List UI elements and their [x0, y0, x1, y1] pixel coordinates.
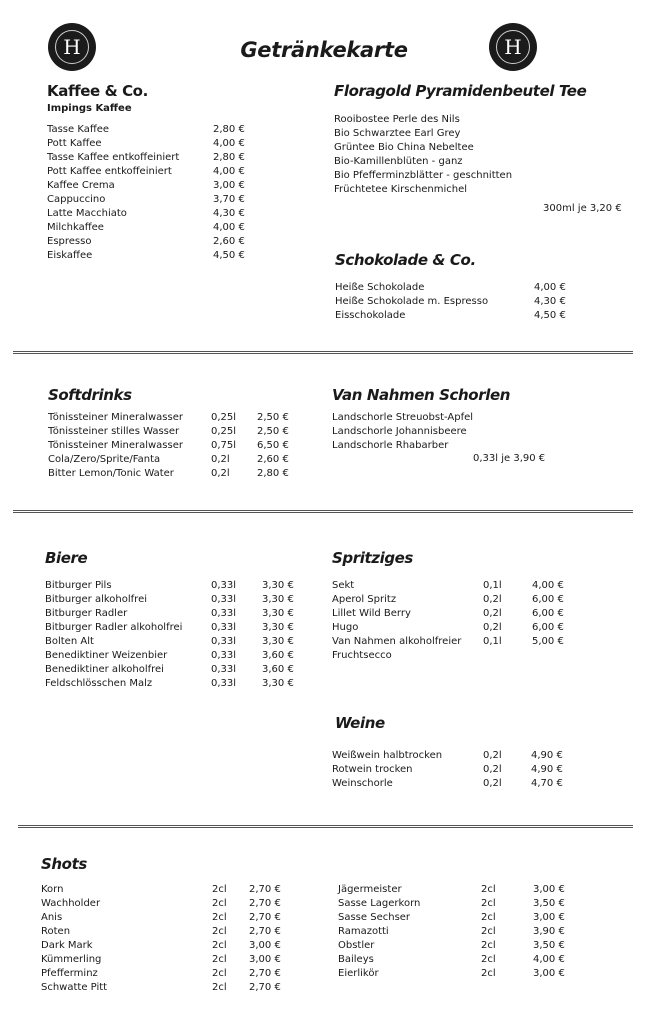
item-name: Bolten Alt	[45, 636, 94, 647]
item-name: Kümmerling	[41, 954, 102, 965]
item-price: 3,00 €	[249, 954, 281, 965]
page-title: Getränkekarte	[240, 38, 408, 62]
menu-item	[335, 309, 575, 323]
item-name: Früchtetee Kirschenmichel	[334, 184, 468, 195]
shots-list-left	[41, 883, 291, 995]
menu-item	[48, 467, 298, 481]
item-size: 2cl	[481, 926, 496, 937]
menu-item	[334, 169, 594, 183]
item-price: 4,00 €	[533, 954, 565, 965]
menu-item	[47, 165, 252, 179]
item-size: 0,33l	[211, 678, 237, 689]
menu-item	[338, 925, 578, 939]
item-name: Roten	[41, 926, 71, 937]
menu-item	[335, 295, 575, 309]
menu-item	[45, 593, 300, 607]
item-price: 2,60 €	[257, 454, 289, 465]
item-name: Bitburger Radler alkoholfrei	[45, 622, 183, 633]
item-name: Sasse Sechser	[338, 912, 411, 923]
item-name: Landschorle Rhabarber	[332, 440, 449, 451]
item-price: 4,50 €	[213, 250, 245, 261]
item-name: Weinschorle	[332, 778, 393, 789]
item-price: 2,70 €	[249, 982, 281, 993]
item-name: Landschorle Johannisbeere	[332, 426, 467, 437]
item-name: Wachholder	[41, 898, 101, 909]
item-price: 3,30 €	[262, 608, 294, 619]
tee-price-note: 300ml je 3,20 €	[543, 203, 622, 214]
item-price: 4,00 €	[213, 166, 245, 177]
item-name: Obstler	[338, 940, 375, 951]
item-size: 2cl	[212, 982, 227, 993]
item-size: 0,33l	[211, 580, 237, 591]
menu-item	[47, 151, 252, 165]
item-size: 0,33l	[211, 664, 237, 675]
item-size: 2cl	[212, 940, 227, 951]
divider	[18, 825, 633, 828]
item-name: Schwatte Pitt	[41, 982, 108, 993]
item-name: Ramazotti	[338, 926, 389, 937]
menu-item	[334, 113, 594, 127]
item-price: 4,70 €	[531, 778, 563, 789]
schokolade-heading: Schokolade & Co.	[335, 251, 476, 269]
item-size: 0,33l	[211, 594, 237, 605]
spritziges-heading: Spritziges	[332, 549, 413, 567]
item-name: Eierlikör	[338, 968, 379, 979]
item-price: 3,00 €	[533, 968, 565, 979]
item-size: 0,2l	[483, 778, 502, 789]
item-price: 4,50 €	[534, 310, 566, 321]
item-price: 3,90 €	[533, 926, 565, 937]
item-name: Milchkaffee	[47, 222, 104, 233]
item-size: 2cl	[481, 968, 496, 979]
item-size: 0,33l	[211, 650, 237, 661]
menu-item	[334, 141, 594, 155]
menu-item	[334, 127, 594, 141]
kaffee-list	[47, 123, 252, 263]
item-price: 2,70 €	[249, 898, 281, 909]
item-name: Tasse Kaffee	[47, 124, 110, 135]
item-size: 0,25l	[211, 412, 237, 423]
item-price: 2,70 €	[249, 926, 281, 937]
item-name: Fruchtsecco	[332, 650, 392, 661]
menu-item	[338, 967, 578, 981]
menu-item	[48, 411, 298, 425]
item-name: Benediktiner Weizenbier	[45, 650, 168, 661]
biere-list	[45, 579, 300, 691]
menu-item	[47, 123, 252, 137]
item-price: 3,00 €	[213, 180, 245, 191]
item-size: 0,1l	[483, 580, 502, 591]
item-name: Hugo	[332, 622, 359, 633]
item-price: 4,30 €	[534, 296, 566, 307]
tee-list	[334, 113, 594, 197]
menu-item	[332, 749, 572, 763]
menu-item	[335, 281, 575, 295]
menu-item	[48, 453, 298, 467]
menu-item	[45, 649, 300, 663]
menu-item	[45, 579, 300, 593]
menu-item	[41, 953, 291, 967]
item-size: 0,2l	[211, 468, 230, 479]
biere-heading: Biere	[45, 549, 88, 567]
item-name: Bitburger alkoholfrei	[45, 594, 148, 605]
item-name: Grüntee Bio China Nebeltee	[334, 142, 474, 153]
item-name: Bio Pfefferminzblätter - geschnitten	[334, 170, 513, 181]
item-price: 4,90 €	[531, 750, 563, 761]
item-name: Van Nahmen alkoholfreier	[332, 636, 462, 647]
item-name: Aperol Spritz	[332, 594, 397, 605]
item-name: Bitburger Pils	[45, 580, 112, 591]
item-name: Baileys	[338, 954, 374, 965]
item-size: 2cl	[212, 926, 227, 937]
item-name: Jägermeister	[338, 884, 402, 895]
item-name: Pott Kaffee entkoffeiniert	[47, 166, 172, 177]
menu-item	[332, 607, 572, 621]
softdrinks-heading: Softdrinks	[48, 386, 132, 404]
menu-item	[45, 621, 300, 635]
schorlen-heading: Van Nahmen Schorlen	[332, 386, 510, 404]
item-name: Weißwein halbtrocken	[332, 750, 443, 761]
item-size: 2cl	[212, 898, 227, 909]
menu-item	[41, 925, 291, 939]
item-name: Heiße Schokolade	[335, 282, 425, 293]
menu-item	[338, 939, 578, 953]
item-name: Sasse Lagerkorn	[338, 898, 421, 909]
item-price: 2,50 €	[257, 426, 289, 437]
item-price: 2,60 €	[213, 236, 245, 247]
weine-list	[332, 749, 572, 791]
shots-list-right	[338, 883, 578, 981]
item-size: 0,2l	[483, 750, 502, 761]
item-size: 2cl	[481, 898, 496, 909]
schokolade-list	[335, 281, 575, 323]
item-price: 3,30 €	[262, 580, 294, 591]
item-price: 4,00 €	[213, 138, 245, 149]
item-price: 3,00 €	[533, 912, 565, 923]
item-price: 2,80 €	[257, 468, 289, 479]
item-name: Latte Macchiato	[47, 208, 127, 219]
item-price: 3,30 €	[262, 594, 294, 605]
item-name: Sekt	[332, 580, 355, 591]
menu-item	[47, 207, 252, 221]
menu-item	[45, 607, 300, 621]
shots-heading: Shots	[41, 855, 87, 873]
menu-item	[332, 439, 532, 453]
menu-item	[45, 677, 300, 691]
item-price: 4,90 €	[531, 764, 563, 775]
item-name: Pfefferminz	[41, 968, 98, 979]
item-size: 0,1l	[483, 636, 502, 647]
item-size: 0,2l	[211, 454, 230, 465]
item-price: 6,00 €	[532, 608, 564, 619]
menu-item	[334, 183, 594, 197]
menu-item	[338, 911, 578, 925]
item-price: 3,60 €	[262, 664, 294, 675]
menu-item	[47, 249, 252, 263]
menu-item	[332, 593, 572, 607]
item-price: 3,70 €	[213, 194, 245, 205]
item-price: 2,70 €	[249, 884, 281, 895]
menu-item	[41, 939, 291, 953]
item-name: Cola/Zero/Sprite/Fanta	[48, 454, 161, 465]
item-name: Eisschokolade	[335, 310, 406, 321]
item-name: Tönissteiner Mineralwasser	[48, 440, 183, 451]
spritziges-list	[332, 579, 572, 663]
menu-item	[332, 579, 572, 593]
menu-item	[332, 635, 572, 649]
kaffee-subheading: Impings Kaffee	[47, 103, 132, 114]
item-size: 0,2l	[483, 622, 502, 633]
item-name: Rotwein trocken	[332, 764, 413, 775]
menu-item	[41, 981, 291, 995]
tee-heading: Floragold Pyramidenbeutel Tee	[334, 82, 587, 100]
menu-item	[41, 911, 291, 925]
item-name: Pott Kaffee	[47, 138, 102, 149]
item-price: 4,00 €	[534, 282, 566, 293]
item-price: 6,00 €	[532, 594, 564, 605]
logo-letter: H	[63, 35, 81, 59]
item-size: 0,33l	[211, 636, 237, 647]
item-size: 0,2l	[483, 608, 502, 619]
item-size: 2cl	[481, 912, 496, 923]
kaffee-heading: Kaffee & Co.	[47, 82, 148, 100]
menu-item	[47, 235, 252, 249]
item-size: 0,2l	[483, 764, 502, 775]
menu-item	[332, 411, 532, 425]
item-name: Feldschlösschen Malz	[45, 678, 153, 689]
item-name: Rooibostee Perle des Nils	[334, 114, 460, 125]
menu-item	[41, 897, 291, 911]
item-name: Heiße Schokolade m. Espresso	[335, 296, 489, 307]
schorlen-price-note: 0,33l je 3,90 €	[473, 453, 546, 464]
item-name: Bitter Lemon/Tonic Water	[48, 468, 174, 479]
item-price: 3,30 €	[262, 636, 294, 647]
item-name: Bio-Kamillenblüten - ganz	[334, 156, 463, 167]
item-size: 0,33l	[211, 608, 237, 619]
item-price: 3,50 €	[533, 940, 565, 951]
menu-item	[338, 883, 578, 897]
menu-item	[332, 763, 572, 777]
item-name: Tasse Kaffee entkoffeiniert	[47, 152, 180, 163]
item-name: Lillet Wild Berry	[332, 608, 411, 619]
menu-item	[47, 137, 252, 151]
menu-item	[41, 967, 291, 981]
item-name: Korn	[41, 884, 64, 895]
item-price: 2,50 €	[257, 412, 289, 423]
menu-item	[332, 425, 532, 439]
softdrinks-list	[48, 411, 298, 481]
item-price: 4,30 €	[213, 208, 245, 219]
item-price: 4,00 €	[213, 222, 245, 233]
menu-item	[47, 221, 252, 235]
item-size: 0,75l	[211, 440, 237, 451]
item-name: Bitburger Radler	[45, 608, 128, 619]
item-price: 2,70 €	[249, 968, 281, 979]
menu-item	[332, 777, 572, 791]
item-price: 4,00 €	[532, 580, 564, 591]
item-price: 6,00 €	[532, 622, 564, 633]
item-name: Landschorle Streuobst-Apfel	[332, 412, 474, 423]
item-name: Anis	[41, 912, 63, 923]
item-size: 2cl	[212, 884, 227, 895]
item-name: Kaffee Crema	[47, 180, 115, 191]
menu-item	[338, 953, 578, 967]
item-name: Cappuccino	[47, 194, 106, 205]
schorlen-list	[332, 411, 532, 453]
menu-item	[332, 649, 572, 663]
item-price: 6,50 €	[257, 440, 289, 451]
item-price: 3,50 €	[533, 898, 565, 909]
item-size: 2cl	[481, 884, 496, 895]
item-name: Tönissteiner stilles Wasser	[48, 426, 180, 437]
divider	[13, 351, 633, 354]
item-name: Tönissteiner Mineralwasser	[48, 412, 183, 423]
item-price: 3,30 €	[262, 622, 294, 633]
item-price: 2,70 €	[249, 912, 281, 923]
item-size: 2cl	[212, 912, 227, 923]
item-size: 0,33l	[211, 622, 237, 633]
logo-letter: H	[504, 35, 522, 59]
item-name: Dark Mark	[41, 940, 93, 951]
item-price: 3,30 €	[262, 678, 294, 689]
item-size: 0,2l	[483, 594, 502, 605]
item-price: 2,80 €	[213, 124, 245, 135]
item-size: 2cl	[481, 940, 496, 951]
menu-item	[332, 621, 572, 635]
item-name: Espresso	[47, 236, 92, 247]
menu-item	[41, 883, 291, 897]
weine-heading: Weine	[335, 714, 385, 732]
item-price: 3,00 €	[533, 884, 565, 895]
item-name: Benediktiner alkoholfrei	[45, 664, 164, 675]
item-price: 2,80 €	[213, 152, 245, 163]
menu-item	[48, 439, 298, 453]
menu-item	[45, 663, 300, 677]
item-name: Eiskaffee	[47, 250, 93, 261]
item-size: 2cl	[481, 954, 496, 965]
item-size: 2cl	[212, 968, 227, 979]
item-size: 0,25l	[211, 426, 237, 437]
menu-item	[45, 635, 300, 649]
item-price: 5,00 €	[532, 636, 564, 647]
menu-item	[48, 425, 298, 439]
item-size: 2cl	[212, 954, 227, 965]
divider	[13, 510, 633, 513]
item-name: Bio Schwarztee Earl Grey	[334, 128, 461, 139]
menu-item	[47, 193, 252, 207]
item-price: 3,00 €	[249, 940, 281, 951]
menu-item	[338, 897, 578, 911]
menu-item	[47, 179, 252, 193]
menu-item	[334, 155, 594, 169]
item-price: 3,60 €	[262, 650, 294, 661]
